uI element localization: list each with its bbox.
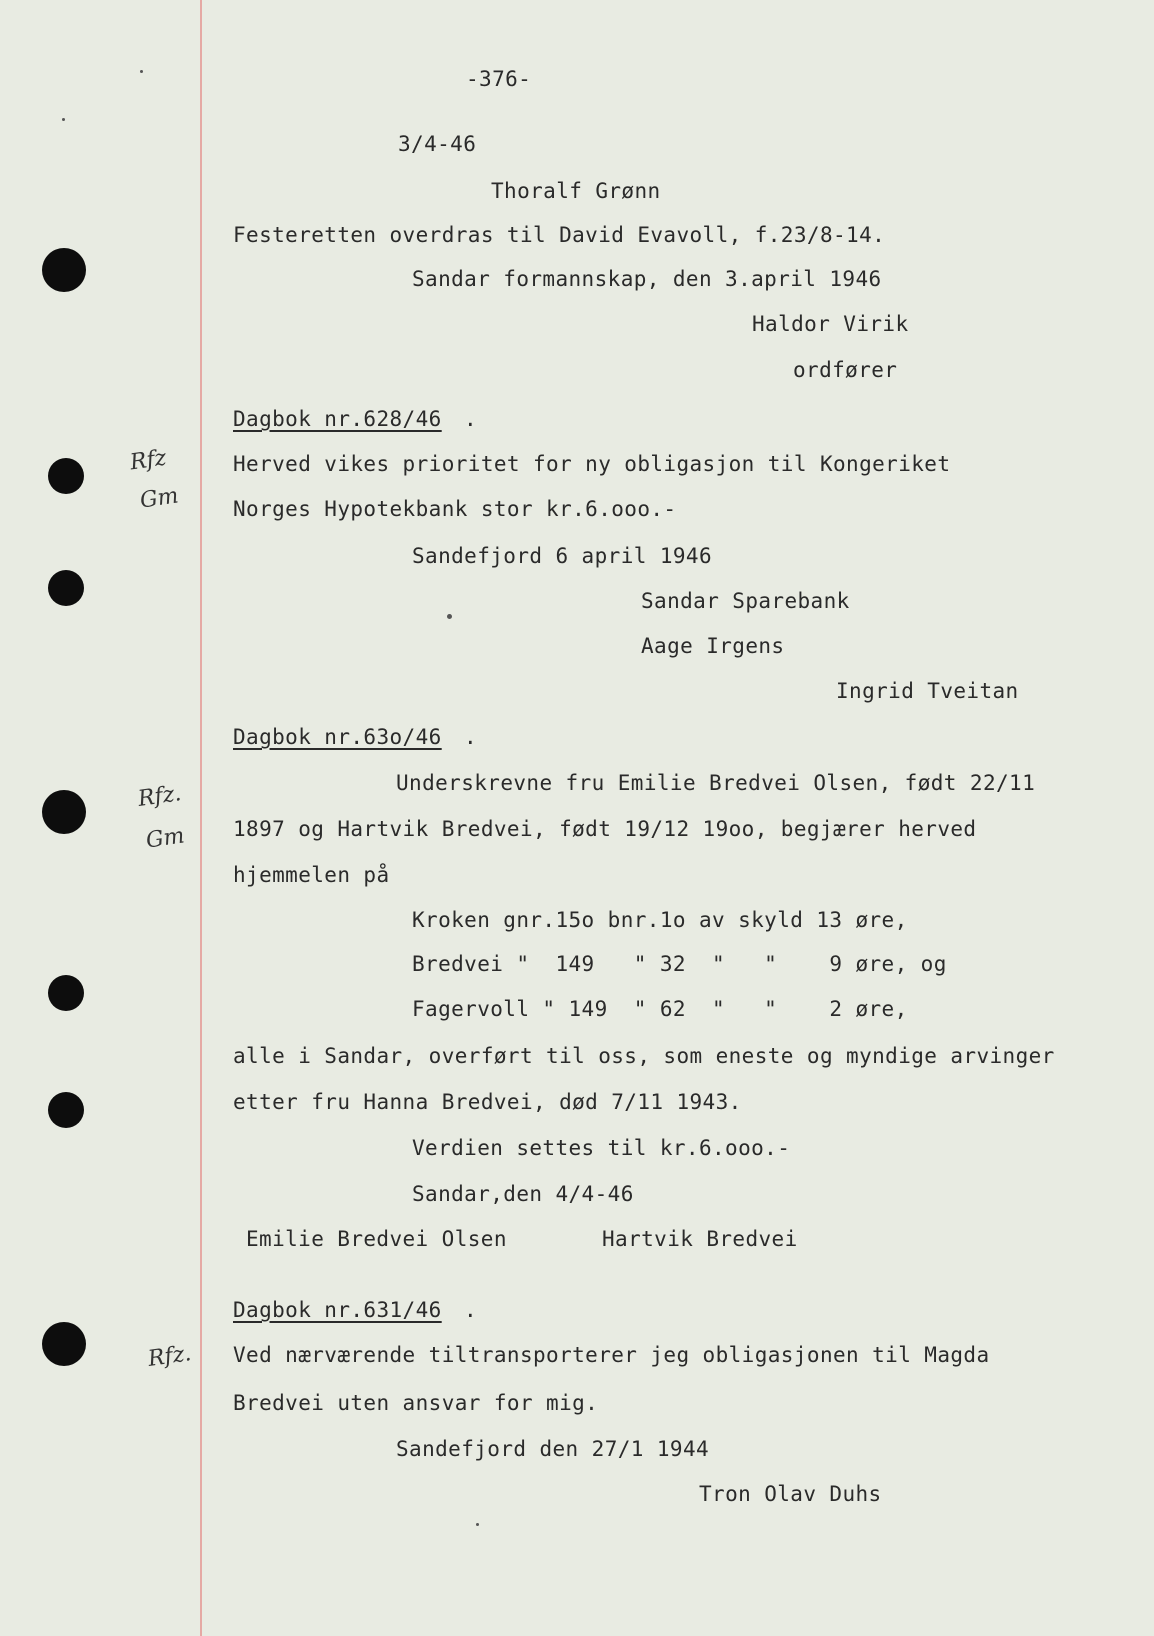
- entry-date: 3/4-46: [398, 132, 477, 156]
- signatory: Aage Irgens: [641, 634, 785, 658]
- margin-rule: [200, 0, 202, 1636]
- text-line: Bredvei uten ansvar for mig.: [233, 1391, 599, 1415]
- margin-note: Rfz.: [146, 1341, 193, 1372]
- punch-hole: [42, 1322, 86, 1366]
- text-line: etter fru Hanna Bredvei, død 7/11 1943.: [233, 1090, 742, 1114]
- margin-note: Gm: [138, 483, 180, 514]
- text-line: 1897 og Hartvik Bredvei, født 19/12 19oo, begjærer herved: [233, 817, 977, 841]
- text-line: Underskrevne fru Emilie Bredvei Olsen, født 22/11: [396, 771, 1036, 795]
- entry-heading: Dagbok nr.628/46: [233, 407, 442, 431]
- ink-speck: [62, 118, 65, 121]
- signatory: Ingrid Tveitan: [836, 679, 1019, 703]
- margin-note: Rfz: [128, 445, 168, 476]
- entry-heading: Dagbok nr.631/46: [233, 1298, 442, 1322]
- text-line: Ved nærværende tiltransporterer jeg obligasjonen til Magda: [233, 1343, 990, 1367]
- entry-heading-dot: .: [464, 725, 478, 749]
- text-line: Norges Hypotekbank stor kr.6.ooo.-: [233, 497, 677, 521]
- signatory-title: ordfører: [793, 358, 898, 382]
- signatory: Sandar Sparebank: [641, 589, 850, 613]
- ink-speck: [140, 70, 143, 73]
- text-line: Sandefjord 6 april 1946: [412, 544, 712, 568]
- signatory: Emilie Bredvei Olsen: [246, 1227, 507, 1251]
- text-line: Sandefjord den 27/1 1944: [396, 1437, 710, 1461]
- text-line: hjemmelen på: [233, 863, 390, 887]
- margin-note: Gm: [144, 823, 186, 854]
- text-line: Festeretten overdras til David Evavoll, f.23/8-14.: [233, 223, 886, 247]
- punch-hole: [42, 248, 86, 292]
- punch-hole: [48, 1092, 84, 1128]
- property-row: Fagervoll " 149 " 62 " " 2 øre,: [412, 997, 908, 1021]
- page-number: -376-: [466, 67, 532, 91]
- text-line: alle i Sandar, overført til oss, som eneste og myndige arvinger: [233, 1044, 1055, 1068]
- punch-hole: [48, 975, 84, 1011]
- text-line: Sandar formannskap, den 3.april 1946: [412, 267, 882, 291]
- ink-speck: [476, 1523, 479, 1526]
- text-line: Verdien settes til kr.6.ooo.-: [412, 1136, 791, 1160]
- punch-hole: [48, 458, 84, 494]
- ink-speck: [447, 614, 452, 619]
- entry-heading: Dagbok nr.63o/46: [233, 725, 442, 749]
- punch-hole: [48, 570, 84, 606]
- entry-heading-dot: .: [464, 1298, 478, 1322]
- text-line: Sandar,den 4/4-46: [412, 1182, 634, 1206]
- text-line: Herved vikes prioritet for ny obligasjon til Kongeriket: [233, 452, 951, 476]
- punch-hole: [42, 790, 86, 834]
- signatory: Thoralf Grønn: [491, 179, 661, 203]
- margin-note: Rfz.: [136, 781, 183, 812]
- entry-heading-dot: .: [464, 407, 478, 431]
- property-row: Kroken gnr.15o bnr.1o av skyld 13 øre,: [412, 908, 908, 932]
- signatory: Hartvik Bredvei: [602, 1227, 798, 1251]
- signatory: Tron Olav Duhs: [699, 1482, 882, 1506]
- signatory: Haldor Virik: [752, 312, 909, 336]
- property-row: Bredvei " 149 " 32 " " 9 øre, og: [412, 952, 947, 976]
